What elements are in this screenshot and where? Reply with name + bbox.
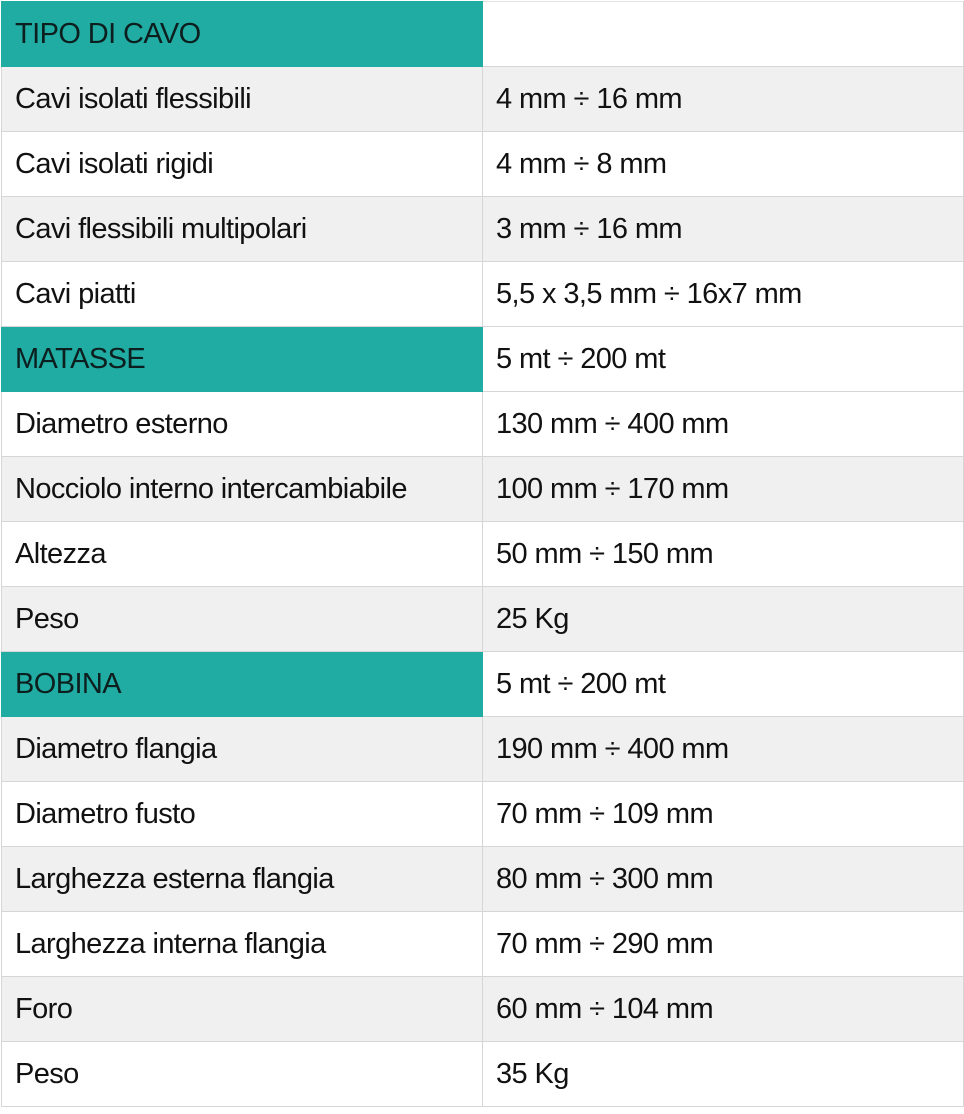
section-header-tipo-di-cavo xyxy=(2,2,964,67)
row-value: 50 mm ÷ 150 mm xyxy=(483,522,964,587)
row-label: Foro xyxy=(2,977,483,1042)
row-value: 4 mm ÷ 16 mm xyxy=(483,67,964,132)
row-label: Larghezza esterna flangia xyxy=(2,847,483,912)
table-row xyxy=(2,717,964,782)
table-row xyxy=(2,132,964,197)
row-value: 60 mm ÷ 104 mm xyxy=(483,977,964,1042)
table-row xyxy=(2,912,964,977)
row-value: 80 mm ÷ 300 mm xyxy=(483,847,964,912)
table-row xyxy=(2,67,964,132)
table-row xyxy=(2,587,964,652)
row-label: Nocciolo interno intercambiabile xyxy=(2,457,483,522)
row-value: 5,5 x 3,5 mm ÷ 16x7 mm xyxy=(483,262,964,327)
row-value: 4 mm ÷ 8 mm xyxy=(483,132,964,197)
section-header-bobina xyxy=(2,652,964,717)
row-value: 100 mm ÷ 170 mm xyxy=(483,457,964,522)
table-row xyxy=(2,392,964,457)
table-row xyxy=(2,197,964,262)
row-value: 70 mm ÷ 290 mm xyxy=(483,912,964,977)
row-label: Cavi piatti xyxy=(2,262,483,327)
row-label: Diametro flangia xyxy=(2,717,483,782)
row-label: Cavi flessibili multipolari xyxy=(2,197,483,262)
section-header-matasse xyxy=(2,327,964,392)
table-row xyxy=(2,977,964,1042)
row-label: Cavi isolati rigidi xyxy=(2,132,483,197)
row-value: 70 mm ÷ 109 mm xyxy=(483,782,964,847)
table-row xyxy=(2,262,964,327)
spec-table xyxy=(1,1,964,1107)
row-value: 25 Kg xyxy=(483,587,964,652)
table-row xyxy=(2,1042,964,1107)
row-label: Diametro fusto xyxy=(2,782,483,847)
table-row xyxy=(2,782,964,847)
row-label: Peso xyxy=(2,587,483,652)
row-value: 190 mm ÷ 400 mm xyxy=(483,717,964,782)
row-value: 130 mm ÷ 400 mm xyxy=(483,392,964,457)
section-value: 5 mt ÷ 200 mt xyxy=(483,652,964,717)
row-label: Diametro esterno xyxy=(2,392,483,457)
row-value: 3 mm ÷ 16 mm xyxy=(483,197,964,262)
row-label: Altezza xyxy=(2,522,483,587)
section-value: 5 mt ÷ 200 mt xyxy=(483,327,964,392)
table-row xyxy=(2,457,964,522)
row-label: Larghezza interna flangia xyxy=(2,912,483,977)
section-title: MATASSE xyxy=(2,327,483,392)
table-row xyxy=(2,847,964,912)
row-label: Peso xyxy=(2,1042,483,1107)
row-value: 35 Kg xyxy=(483,1042,964,1107)
section-title: TIPO DI CAVO xyxy=(2,2,483,67)
table-row xyxy=(2,522,964,587)
row-label: Cavi isolati flessibili xyxy=(2,67,483,132)
section-title: BOBINA xyxy=(2,652,483,717)
section-value xyxy=(483,2,964,67)
